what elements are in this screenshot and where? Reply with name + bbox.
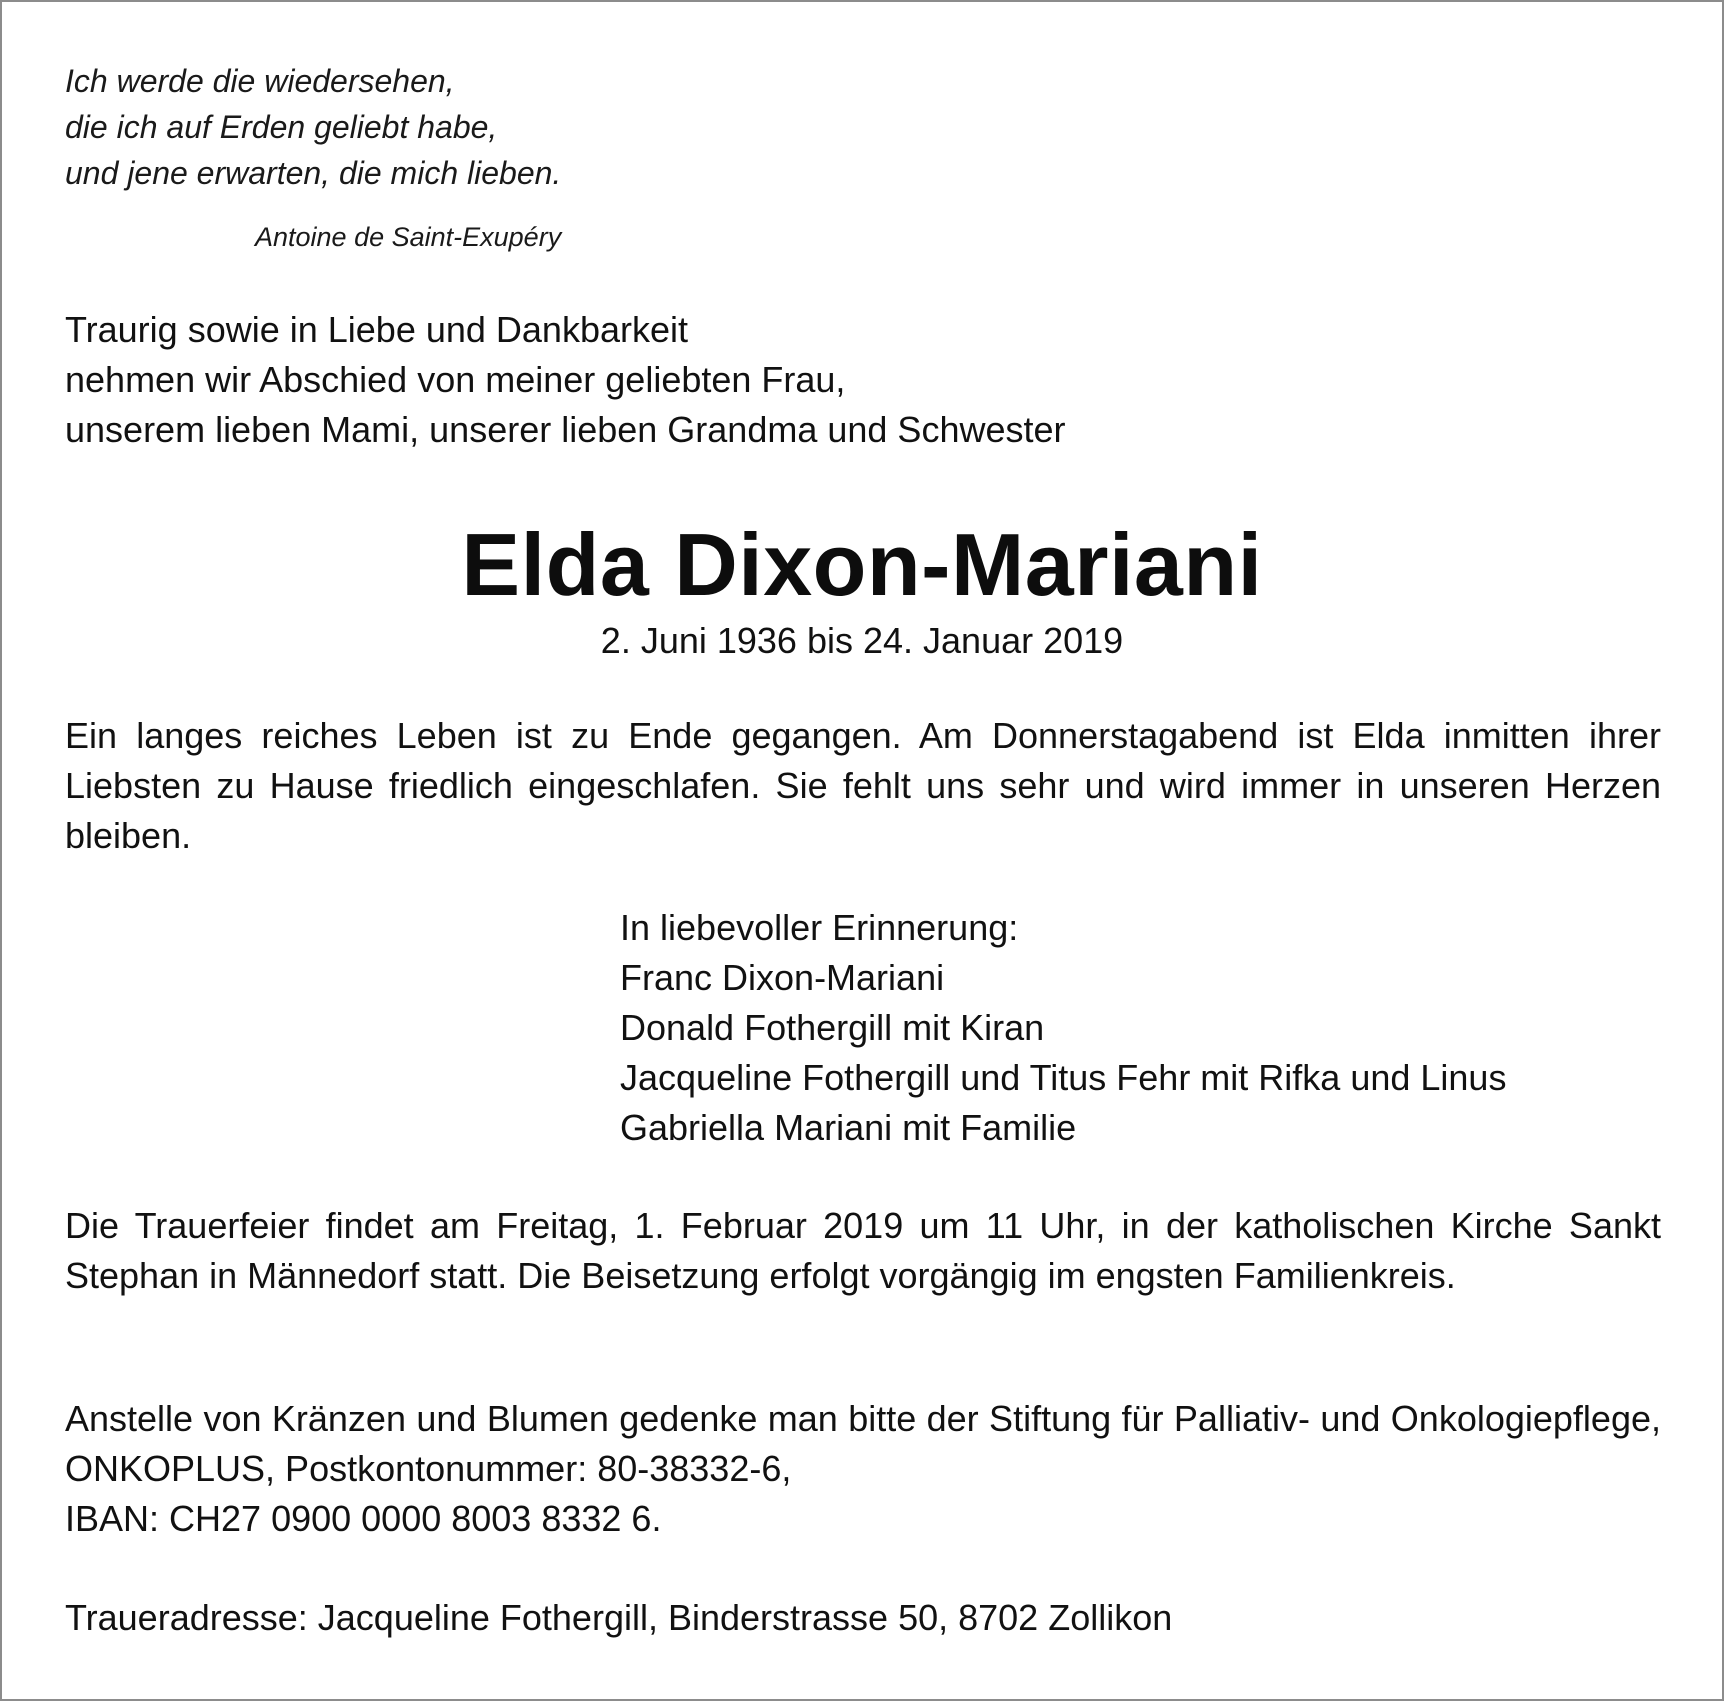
farewell-paragraph: Ein langes reiches Leben ist zu Ende gegangen. Am Donnerstagabend ist Elda inmitten ihrer Liebsten zu Hause friedlich eingeschlafen. Sie fehlt uns sehr und wird immer in unseren Herzen bleiben. [65,715,1661,856]
intro-line: unserem lieben Mami, unserer lieben Grandma und Schwester [65,409,1066,450]
mourner-name: Jacqueline Fothergill und Titus Fehr mit Rifka und Linus [620,1057,1507,1098]
mourning-address: Traueradresse: Jacqueline Fothergill, Binderstrasse 50, 8702 Zollikon [65,1597,1173,1638]
motto-quote [65,58,561,196]
quote-author: Antoine de Saint-Exupéry [255,222,562,252]
mourner-name: Gabriella Mariani mit Familie [620,1107,1077,1148]
mourners-heading: In liebevoller Erinnerung: [620,907,1019,948]
funeral-paragraph: Die Trauerfeier findet am Freitag, 1. Februar 2019 um 11 Uhr, in der katholischen Kirche Sankt Stephan in Männedorf statt. Die Beisetzung erfolgt vorgängig im engsten Familienkreis. [65,1205,1661,1296]
life-dates: 2. Juni 1936 bis 24. Januar 2019 [600,620,1124,661]
motto-line: die ich auf Erden geliebt habe, [65,109,498,145]
iban-text: IBAN: CH27 0900 0000 8003 8332 6. [65,1498,662,1539]
donation-text: Anstelle von Kränzen und Blumen gedenke man bitte der Stiftung für Palliativ- und Onkologiepflege, ONKOPLUS, Postkontonummer: 80-38332-6, [65,1398,1661,1489]
deceased-name: Elda Dixon-Mariani [461,515,1263,614]
intro-text [65,305,1066,455]
intro-line: nehmen wir Abschied von meiner geliebten Frau, [65,359,846,400]
motto-line: Ich werde die wiedersehen, [65,63,455,99]
motto-line: und jene erwarten, die mich lieben. [65,155,562,191]
mourner-name: Franc Dixon-Mariani [620,957,945,998]
donation-paragraph [65,1394,1661,1544]
intro-line: Traurig sowie in Liebe und Dankbarkeit [65,309,689,350]
mourners-list [620,903,1506,1153]
mourner-name: Donald Fothergill mit Kiran [620,1007,1045,1048]
